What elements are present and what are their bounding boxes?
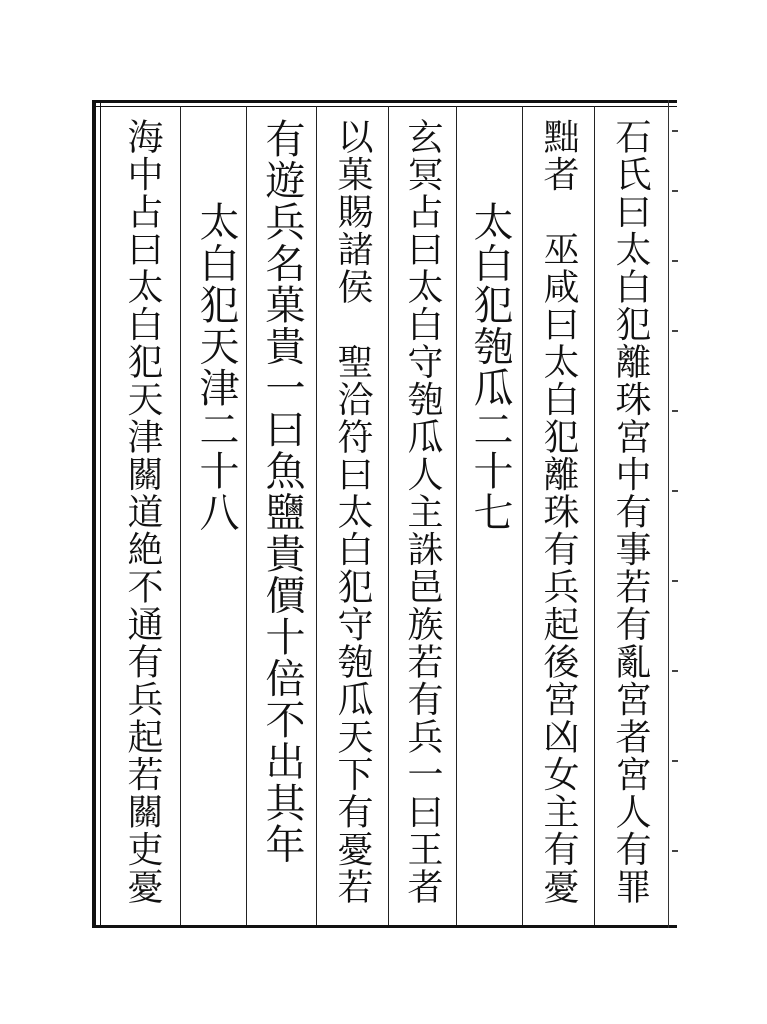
column-divider (180, 106, 181, 925)
column-divider (456, 106, 457, 925)
left-border (92, 100, 96, 928)
column-divider (594, 106, 595, 925)
top-border-inner (96, 106, 677, 107)
top-border (92, 100, 677, 103)
text-column-4: 玄冥占曰太白守匏瓜人主誅邑族若有兵一曰王者 (402, 118, 443, 906)
section-heading-column: 太白犯天津二十八 (193, 118, 239, 533)
binding-marks (672, 110, 680, 910)
left-border-inner (100, 100, 101, 928)
column-divider (388, 106, 389, 925)
text-column-2: 黜者 巫咸曰太白犯離珠有兵起後宮凶女主有憂 (538, 118, 579, 906)
bottom-border (92, 925, 677, 928)
section-heading-column: 太白犯匏瓜二十七 (467, 118, 513, 533)
text-column-8: 海中占曰太白犯天津關道絶不通有兵起若關吏憂 (122, 118, 163, 906)
text-column-6: 有遊兵名菓貴一曰魚鹽貴價十倍不出其年 (259, 118, 305, 865)
text-column-5: 以菓賜諸侯 聖洽符曰太白犯守匏瓜天下有憂若 (332, 118, 373, 906)
column-divider (246, 106, 247, 925)
binding-edge (668, 100, 669, 928)
column-divider (522, 106, 523, 925)
text-column-1: 石氏曰太白犯離珠宮中有事若有亂宮者宮人有罪 (610, 118, 651, 906)
column-divider (316, 106, 317, 925)
